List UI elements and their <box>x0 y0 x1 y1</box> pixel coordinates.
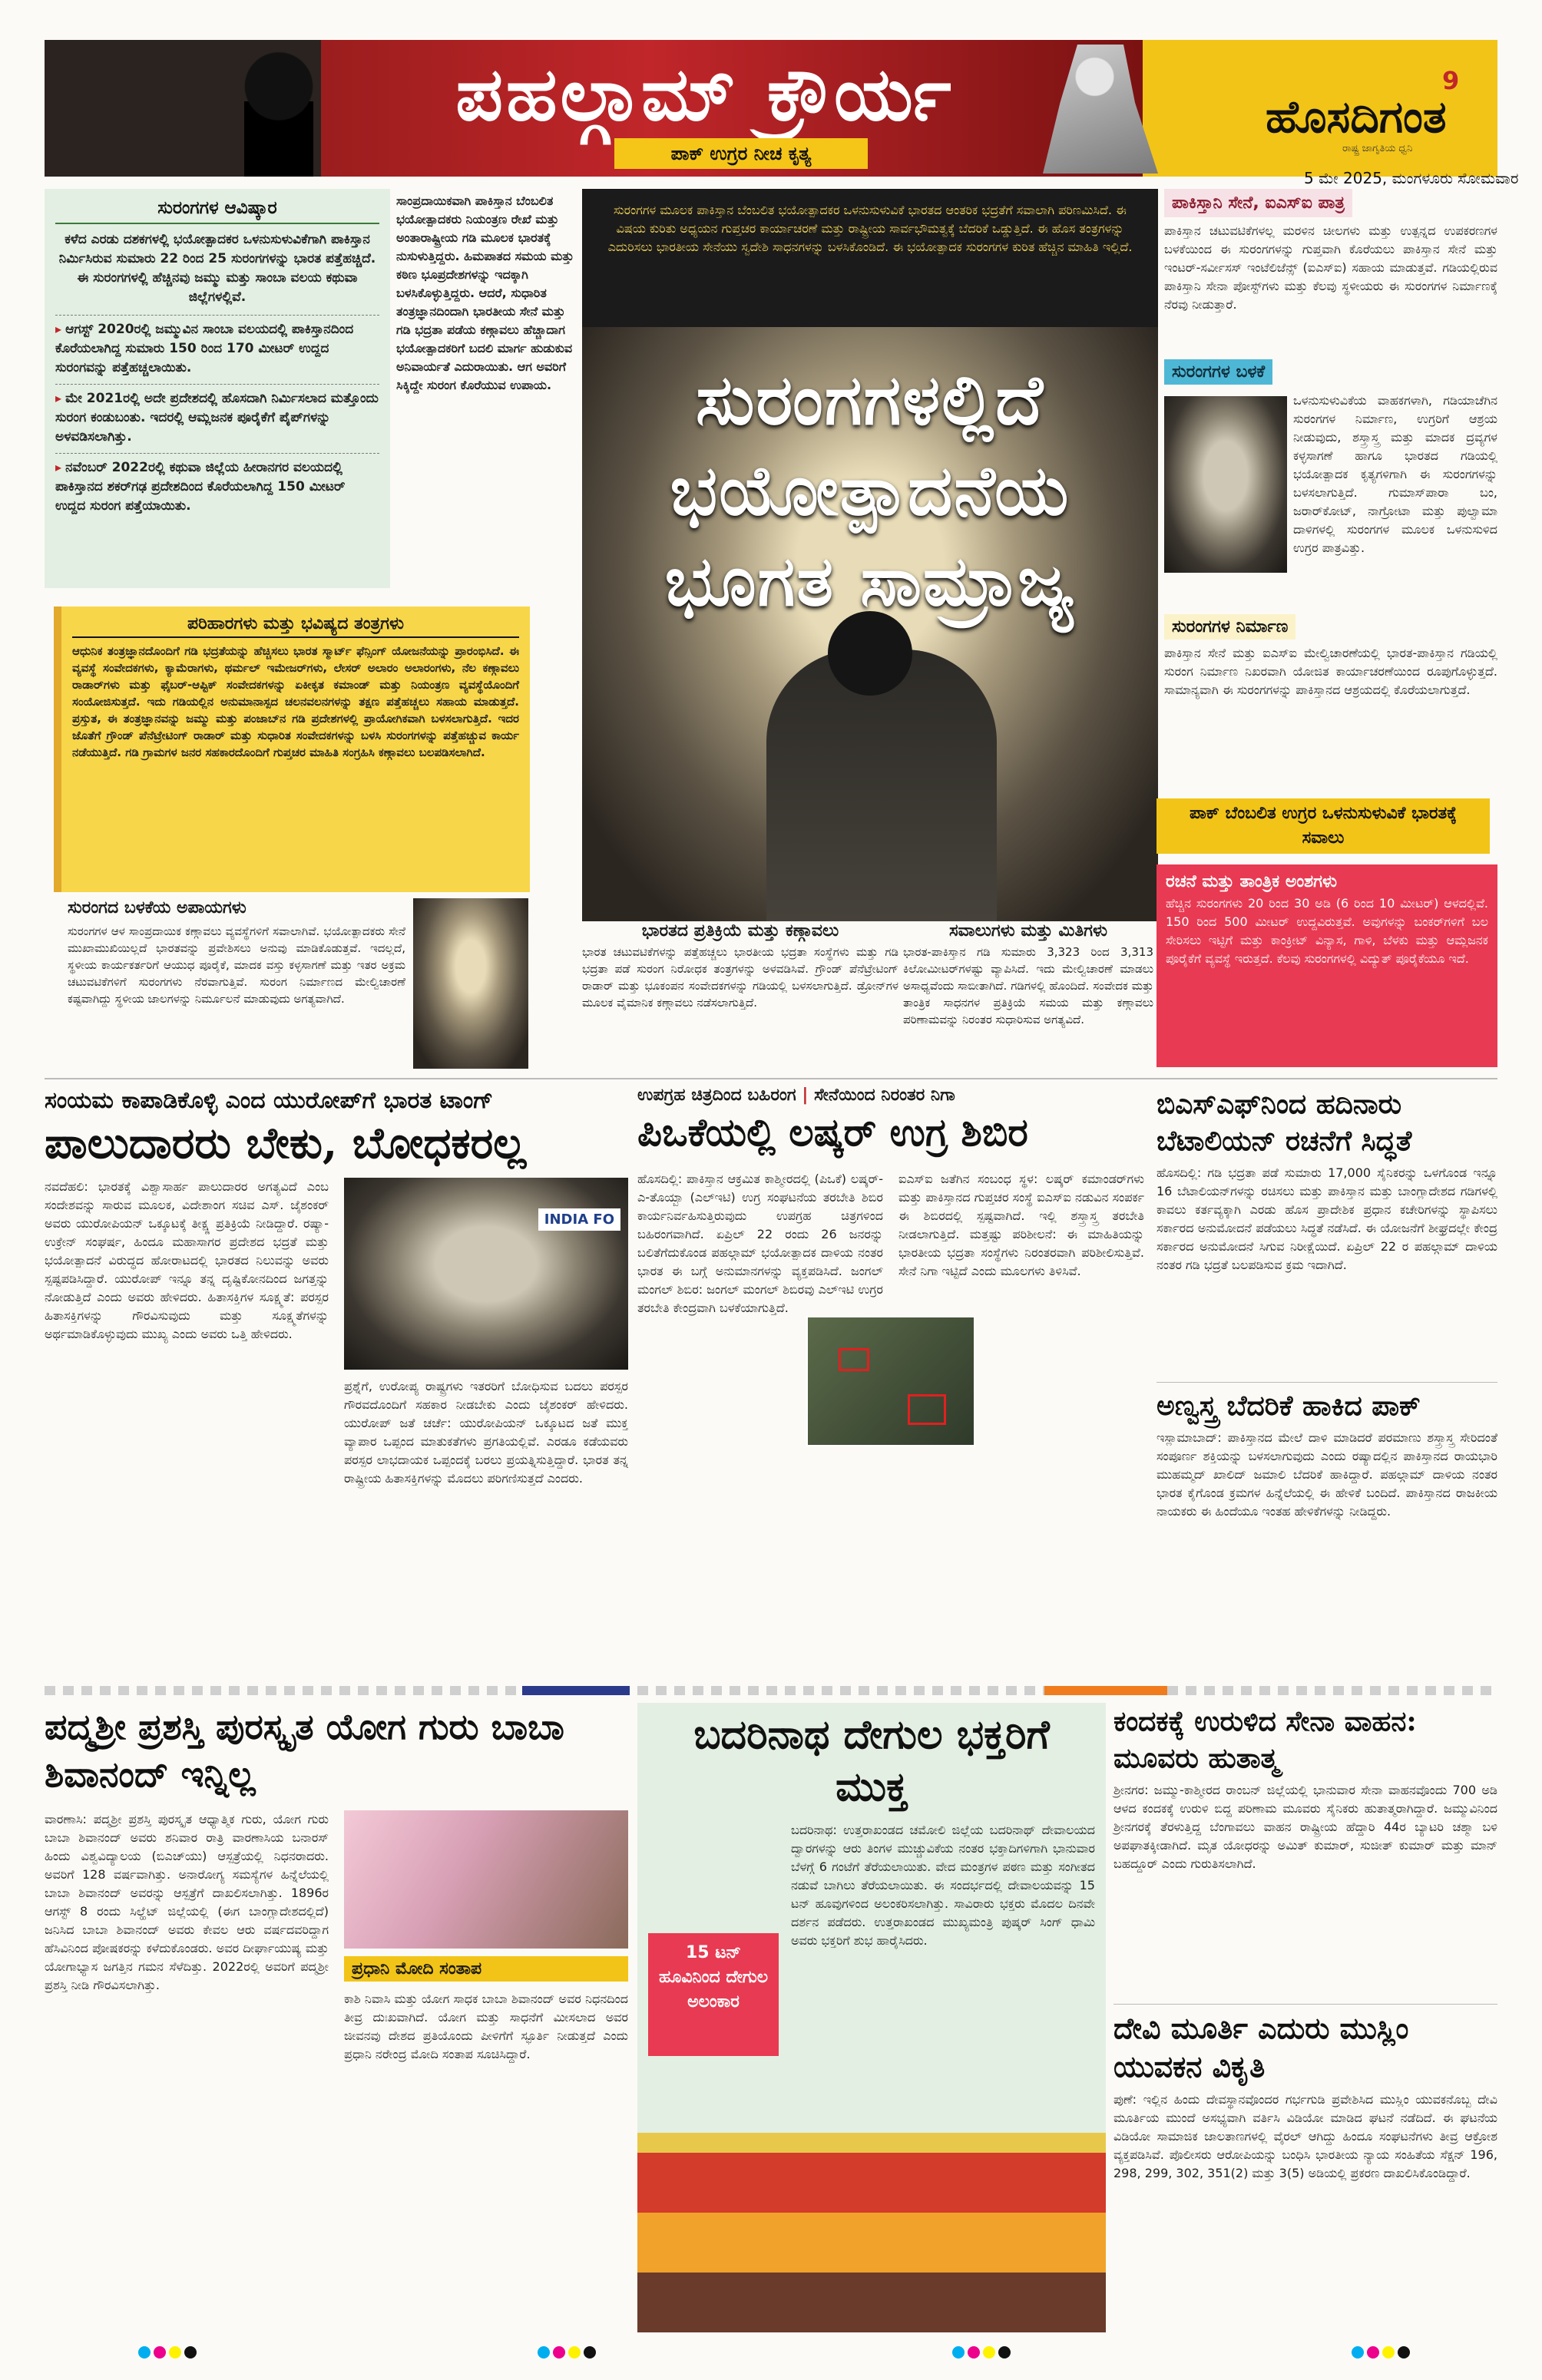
terrorist-silhouette-image <box>213 48 344 177</box>
idol-headline: ದೇವಿ ಮೂರ್ತಿ ಎದುರು ಮುಸ್ಲಿಂ ಯುವಕನ ವಿಕೃತಿ <box>1113 2011 1409 2084</box>
tunnel-use-section <box>1164 359 1497 607</box>
map-marker <box>839 1348 869 1371</box>
issue-date: 5 ಮೇ 2025, ಮಂಗಳೂರು <box>1304 169 1453 187</box>
tunnel-interior-photo <box>413 898 528 1069</box>
structure-section <box>1156 864 1497 1067</box>
dangers-heading: ಸುರಂಗದ ಬಳಕೆಯ ಅಪಾಯಗಳು <box>68 898 247 917</box>
headline-line-2: ಭಯೋತ್ಪಾದನೆಯ <box>670 450 1070 531</box>
section-stripe-accent <box>1044 1686 1167 1695</box>
print-registration-marks <box>538 2346 599 2362</box>
discovery-bullet-text: ಮೇ 2021ರಲ್ಲಿ ಅದೇ ಪ್ರದೇಶದಲ್ಲಿ ಹೊಸದಾಗಿ ನಿರ್ಮಿಸಲಾದ ಮತ್ತೊಂದು ಸುರಂಗ ಕಂಡುಬಂತು. ಇದರಲ್ಲಿ ಆಮ್ಲಜನಕ ಪೂರೈಕೆಗೆ ಪೈಪ್‌ಗಳನ್ನು ಅಳವಡಿಸಲಾಗಿತ್ತು. <box>55 391 379 445</box>
jaishankar-photo <box>344 1178 628 1370</box>
bsf-headline: ಬಿಎಸ್‌ಎಫ್‌ನಿಂದ ಹದಿನಾರು ಬೆಟಾಲಿಯನ್ ರಚನೆಗೆ ಸಿದ್ಧತೆ <box>1156 1088 1412 1157</box>
challenges-body: ಭಾರತ-ಪಾಕಿಸ್ತಾನ ಗಡಿ ಸುಮಾರು 3,323 ರಿಂದ 3,313 ಕಿಲೋಮೀಟರ್‌ಗಳಷ್ಟು ವ್ಯಾಪಿಸಿದೆ. ಇದು ಮೇಲ್ವಿಚಾರಣೆ ಮಾಡಲು ಅಸಾಧ್ಯವೆಂದು ಸಾಬೀತಾಗಿದೆ. ಗಡಿಗಳಲ್ಲಿ ಹೊಂದಿದೆ. ಸಂವೇದಕ ಮತ್ತು ತಾಂತ್ರಿಕ ಸಾಧನಗಳ ಪ್ರತಿಕ್ರಿಯೆ ಸಮಯ ಮತ್ತು ಕಣ್ಗಾವಲು ಪರಿಣಾಮವನ್ನು ನಿರಂತರ ಸುಧಾರಿಸುವ ಅಗತ್ಯವಿದೆ. <box>903 945 1153 1026</box>
arrow-icon: ▸ <box>55 391 62 405</box>
photo-caption: INDIA FO <box>538 1208 620 1231</box>
structure-body: ಹೆಚ್ಚಿನ ಸುರಂಗಗಳು 20 ರಿಂದ 30 ಅಡಿ (6 ರಿಂದ 10 ಮೀಟರ್) ಆಳದಲ್ಲಿವೆ. 150 ರಿಂದ 500 ಮೀಟರ್ ಉದ್ದವಿರುತ್ತವೆ. ಅವುಗಳನ್ನು ಬಂಕರ್‌ಗಳಿಗೆ ಬಲ ಸೇರಿಸಲು ಇಟ್ಟಿಗೆ ಮತ್ತು ಕಾಂಕ್ರೀಟ್ ವಿನ್ಯಾಸ, ಗಾಳಿ, ಬೆಳಕು ಮತ್ತು ಆಮ್ಲಜನಕ ಪೂರೈಕೆಗೆ ವ್ಯವಸ್ಥೆ ಇರುತ್ತದೆ. ಕೆಲವು ಸುರಂಗಗಳಲ್ಲಿ ವಿದ್ಯುತ್ ಪೂರೈಕೆಯೂ ಇದೆ. <box>1166 896 1488 966</box>
story-army-vehicle <box>1113 1703 1497 1995</box>
europe-kicker: ಸಂಯಮ ಕಾಪಾಡಿಕೊಳ್ಳಿ ಎಂದ ಯುರೋಪ್‌ಗೆ ಭಾರತ ಟಾಂಗ್ <box>45 1087 494 1114</box>
tunnel-use-body: ಒಳನುಸುಳುವಿಕೆಯ ವಾಹಕಗಳಾಗಿ, ಗಡಿಯಾಚೆಗಿನ ಸುರಂಗಗಳ ನಿರ್ಮಾಣ, ಉಗ್ರರಿಗೆ ಆಶ್ರಯ ನೀಡುವುದು, ಶಸ್ತ್ರಾಸ್ತ್ರ ಮತ್ತು ಮಾದಕ ದ್ರವ್ಯಗಳ ಕಳ್ಳಸಾಗಣೆ ಹಾಗೂ ಭಾರತದ ಗಡಿಯಲ್ಲಿ ಭಯೋತ್ಪಾದಕ ಕೃತ್ಯಗಳಿಗಾಗಿ ಈ ಸುರಂಗಗಳನ್ನು ಬಳಸಲಾಗುತ್ತಿದೆ. ಗುಮಾಸ್‌ಪಾರಾ ಬಂ, ಜರಾರ್‌ಕೋಟ್, ನಾಗ್ರೋಟಾ ಮತ್ತು ಪುಲ್ವಾಮಾ ದಾಳಿಗಳಲ್ಲಿ ಸುರಂಗಗಳ ಮೂಲಕ ಒಳನುಸುಳಿದ ಉಗ್ರರ ಪಾತ್ರವಿತ್ತು. <box>1293 393 1497 555</box>
construction-heading: ಸುರಂಗಗಳ ನಿರ್ಮಾಣ <box>1164 614 1295 640</box>
pak-army-body: ಪಾಕಿಸ್ತಾನ ಚಟುವಟಿಕೆಗಳಲ್ಲ ಮರಳಿನ ಚೀಲಗಳು ಮತ್ತು ಉತ್ಪನ್ನದ ಉಪಕರಣಗಳ ಬಳಕೆಯಿಂದ ಈ ಸುರಂಗಗಳನ್ನು ಗುಪ್ತವಾಗಿ ಕೊರೆಯಲು ಪಾಕಿಸ್ತಾನ ಸೇನೆ ಮತ್ತು ಇಂಟರ್-ಸರ್ವೀಸಸ್ ಇಂಟೆಲಿಜೆನ್ಸ್ (ಐಎಸ್‌ಐ) ಸಹಾಯ ಮಾಡುತ್ತವೆ. ಗಡಿಯಲ್ಲಿರುವ ಪಾಕಿಸ್ತಾನಿ ಸೇನಾ ಪೋಸ್ಟ್‌ಗಳು ಮತ್ತು ಕೆಲವು ಸ್ಥಳೀಯರು ಈ ಸುರಂಗಗಳ ನಿರ್ಮಾಣಕ್ಕೆ ನೆರವು ನೀಡುತ್ತಾರೆ. <box>1164 223 1497 312</box>
tunnel-use-heading: ಸುರಂಗಗಳ ಬಳಕೆ <box>1164 359 1272 385</box>
dangers-section <box>45 898 574 1069</box>
lashkar-kicker-2: ಸೇನೆಯಿಂದ ನಿರಂತರ ನಿಗಾ <box>814 1086 955 1105</box>
nuclear-body: ಇಸ್ಲಾಮಾಬಾದ್: ಪಾಕಿಸ್ತಾನದ ಮೇಲೆ ದಾಳಿ ಮಾಡಿದರೆ ಪರಮಾಣು ಶಸ್ತ್ರಾಸ್ತ್ರ ಸೇರಿದಂತೆ ಸಂಪೂರ್ಣ ಶಕ್ತಿಯನ್ನು ಬಳಸಲಾಗುವುದು ಎಂದು ರಷ್ಯಾದಲ್ಲಿನ ಪಾಕಿಸ್ತಾನದ ರಾಯಭಾರಿ ಮುಹಮ್ಮದ್ ಖಾಲಿದ್ ಜಮಾಲಿ ಬೆದರಿಕೆ ಹಾಕಿದ್ದಾರೆ. ಪಹಲ್ಗಾಮ್ ದಾಳಿಯ ನಂತರ ಭಾರತ ಕೈಗೊಂಡ ಕ್ರಮಗಳ ಹಿನ್ನೆಲೆಯಲ್ಲಿ ಈ ಹೇಳಿಕೆ ಬಂದಿದೆ. ಪಾಕಿಸ್ತಾನದ ರಾಜಕೀಯ ನಾಯಕರು ಈ ಹಿಂದೆಯೂ ಇಂತಹ ಹೇಳಿಕೆಗಳನ್ನು ನೀಡಿದ್ದರು. <box>1156 1430 1497 1519</box>
lashkar-col-1: ಹೊಸದಿಲ್ಲಿ: ಪಾಕಿಸ್ತಾನ ಆಕ್ರಮಿತ ಕಾಶ್ಮೀರದಲ್ಲಿ (ಪಿಒಕೆ) ಲಷ್ಕರ್-ಎ-ತೊಯ್ಬಾ (ಎಲ್‌ಇಟಿ) ಉಗ್ರ ಸಂಘಟನೆಯ ತರಬೇತಿ ಶಿಬಿರ ಕಾರ್ಯನಿರ್ವಹಿಸುತ್ತಿರುವುದು ಉಪಗ್ರಹ ಚಿತ್ರಗಳಿಂದ ಬಹಿರಂಗವಾಗಿದೆ. ಏಪ್ರಿಲ್ 22 ರಂದು 26 ಜನರನ್ನು ಬಲಿತೆಗೆದುಕೊಂಡ ಪಹಲ್ಗಾಮ್ ಭಯೋತ್ಪಾದಕ ದಾಳಿಯ ನಂತರ ಭಾರತ ಈ ಬಗ್ಗೆ ಅನುಮಾನಗಳನ್ನು ವ್ಯಕ್ತಪಡಿಸಿದೆ. ಜಂಗಲ್ ಮಂಗಲ್ ಶಿಬಿರ: ಜಂಗಲ್ ಮಂಗಲ್ ಶಿಬಿರವು ಎಲ್‌ಇಟಿ ಉಗ್ರರ ತರಬೇತಿ ಕೇಂದ್ರವಾಗಿ ಬಳಕೆಯಾಗುತ್ತಿದೆ. <box>637 1172 883 1315</box>
army-vehicle-body: ಶ್ರೀನಗರ: ಜಮ್ಮು-ಕಾಶ್ಮೀರದ ರಾಂಬನ್ ಜಿಲ್ಲೆಯಲ್ಲಿ ಭಾನುವಾರ ಸೇನಾ ವಾಹನವೊಂದು 700 ಅಡಿ ಆಳದ ಕಂದಕಕ್ಕೆ ಉರುಳಿ ಬಿದ್ದ ಪರಿಣಾಮ ಮೂವರು ಸೈನಿಕರು ಹುತಾತ್ಮರಾಗಿದ್ದಾರೆ. ಜಮ್ಮುವಿನಿಂದ ಶ್ರೀನಗರಕ್ಕೆ ತೆರಳುತ್ತಿದ್ದ ಬೆಂಗಾವಲು ವಾಹನ ರಾಷ್ಟ್ರೀಯ ಹೆದ್ದಾರಿ 44ರ ಬ್ಯಾಟರಿ ಚಶ್ಮಾ ಬಳಿ ಅಪಘಾತಕ್ಕೀಡಾಗಿದೆ. ಮೃತ ಯೋಧರನ್ನು ಅಮಿತ್ ಕುಮಾರ್, ಸುಜೀತ್ ಕುಮಾರ್ ಮತ್ತು ಮಾನ್ ಬಹದ್ದೂರ್ ಎಂದು ಗುರುತಿಸಲಾಗಿದೆ. <box>1113 1783 1497 1871</box>
discovery-lead: ಕಳೆದ ಎರಡು ದಶಕಗಳಲ್ಲಿ ಭಯೋತ್ಪಾದಕರ ಒಳನುಸುಳುವಿಕೆಗಾಗಿ ಪಾಕಿಸ್ತಾನ ನಿರ್ಮಿಸಿರುವ ಸುಮಾರು 22 ರಿಂದ 25 ಸುರಂಗಗಳನ್ನು ಭಾರತ ಪತ್ತೆಹಚ್ಚಿದೆ. ಈ ಸುರಂಗಗಳಲ್ಲಿ ಹೆಚ್ಚಿನವು ಜಮ್ಮು ಮತ್ತು ಸಾಂಬಾ ವಲಯ ಕಥುವಾ ಜಿಲ್ಲೆಗಳಲ್ಲಿವೆ. <box>58 232 376 305</box>
story-badrinath <box>637 1703 1106 2332</box>
solutions-body: ಆಧುನಿಕ ತಂತ್ರಜ್ಞಾನದೊಂದಿಗೆ ಗಡಿ ಭದ್ರತೆಯನ್ನು ಹೆಚ್ಚಿಸಲು ಭಾರತ ಸ್ಮಾರ್ಟ್ ಫೆನ್ಸಿಂಗ್ ಯೋಜನೆಯನ್ನು ಪ್ರಾರಂಭಿಸಿದೆ. ಈ ವ್ಯವಸ್ಥೆ ಸಂವೇದಕಗಳು, ಕ್ಯಾಮೆರಾಗಳು, ಥರ್ಮಲ್ ಇಮೇಜರ್‌ಗಳು, ಲೇಸರ್ ಅಲಾರಂ ಅಲಾರಂಗಳು, ನೆಲ ಕಣ್ಗಾವಲು ರಾಡಾರ್‌ಗಳು ಮತ್ತು ಫೈಬರ್-ಆಪ್ಟಿಕ್ ಸಂವೇದಕಗಳನ್ನು ಏಕೀಕೃತ ಕಮಾಂಡ್ ಮತ್ತು ನಿಯಂತ್ರಣ ವ್ಯವಸ್ಥೆಯೊಂದಿಗೆ ಸಂಯೋಜಿಸುತ್ತದೆ. ಇದು ಗಡಿಯಲ್ಲಿನ ಅನುಮಾನಾಸ್ಪದ ಚಲನವಲನಗಳನ್ನು ತಕ್ಷಣ ಪತ್ತೆಹಚ್ಚಲು ಸಹಾಯ ಮಾಡುತ್ತದೆ. ಪ್ರಸ್ತುತ, ಈ ತಂತ್ರಜ್ಞಾನವನ್ನು ಜಮ್ಮು ಮತ್ತು ಪಂಜಾಬ್‌ನ ಗಡಿ ಪ್ರದೇಶಗಳಲ್ಲಿ ಪ್ರಾಯೋಗಿಕವಾಗಿ ಬಳಸಲಾಗುತ್ತಿದೆ. ಇದರ ಜೊತೆಗೆ ಗ್ರೌಂಡ್ ಪೆನೆಟ್ರೇಟಿಂಗ್ ರಾಡಾರ್ ಮತ್ತು ಸುಧಾರಿತ ಸಂವೇದಕಗಳನ್ನು ಬಳಸಿ ಸುರಂಗಗಳನ್ನು ಪತ್ತೆಹಚ್ಚುವ ಕಾರ್ಯ ನಡೆಯುತ್ತಿದೆ. ಗಡಿ ಗ್ರಾಮಗಳ ಜನರ ಸಹಕಾರದೊಂದಿಗೆ ಗುಪ್ತಚರ ಮಾಹಿತಿ ಸಂಗ್ರಹಿಸಿ ಕಣ್ಗಾವಲು ಬಲಪಡಿಸಲಾಗಿದೆ. <box>72 644 519 759</box>
india-response-heading: ಭಾರತದ ಪ್ರತಿಕ್ರಿಯೆ ಮತ್ತು ಕಣ್ಗಾವಲು <box>641 921 839 940</box>
discovery-side-column: ಸಾಂಪ್ರದಾಯಿಕವಾಗಿ ಪಾಕಿಸ್ತಾನ ಬೆಂಬಲಿತ ಭಯೋತ್ಪಾದಕರು ನಿಯಂತ್ರಣ ರೇಖೆ ಮತ್ತು ಅಂತಾರಾಷ್ಟ್ರೀಯ ಗಡಿ ಮೂಲಕ ಭಾರತಕ್ಕೆ ನುಸುಳುತ್ತಿದ್ದರು. ಹಿಮಪಾತದ ಸಮಯ ಮತ್ತು ಕಠಿಣ ಭೂಪ್ರದೇಶಗಳನ್ನು ಇದಕ್ಕಾಗಿ ಬಳಸಿಕೊಳ್ಳುತ್ತಿದ್ದರು. ಆದರೆ, ಸುಧಾರಿತ ತಂತ್ರಜ್ಞಾನದಿಂದಾಗಿ ಭಾರತೀಯ ಸೇನೆ ಮತ್ತು ಗಡಿ ಭದ್ರತಾ ಪಡೆಯ ಕಣ್ಗಾವಲು ಹೆಚ್ಚಾದಾಗ ಭಯೋತ್ಪಾದಕರಿಗೆ ಬದಲಿ ಮಾರ್ಗ ಹುಡುಕುವ ಅನಿವಾರ್ಯತೆ ಎದುರಾಯಿತು. ಆಗ ಅವರಿಗೆ ಸಿಕ್ಕಿದ್ದೇ ಸುರಂಗ ಕೊರೆಯುವ ಉಪಾಯ. <box>396 193 574 392</box>
europe-headline: ಪಾಲುದಾರರು ಬೇಕು, ಬೋಧಕರಲ್ಲ <box>45 1118 527 1169</box>
headline-line-1: ಸುರಂಗಗಳಲ್ಲಿದೆ <box>696 359 1044 441</box>
arrow-icon: ▸ <box>55 322 62 336</box>
discovery-heading: ಸುರಂಗಗಳ ಆವಿಷ್ಕಾರ <box>55 198 379 224</box>
india-response-section <box>582 921 898 1072</box>
discovery-panel <box>45 189 390 588</box>
row-divider <box>45 1078 1497 1079</box>
story-lashkar <box>637 1086 1144 1677</box>
europe-col-2: ಪ್ರಶ್ನೆಗೆ, ಉರೋಪ್ಯ ರಾಷ್ಟ್ರಗಳು ಇತರರಿಗೆ ಬೋಧಿಸುವ ಬದಲು ಪರಸ್ಪರ ಗೌರವದೊಂದಿಗೆ ಸಹಕಾರ ನೀಡಬೇಕು ಎಂದು ಜೈಶಂಕರ್ ಹೇಳಿದರು. ಯುರೋಪ್ ಜತೆ ಚರ್ಚೆ: ಯುರೋಪಿಯನ್ ಒಕ್ಕೂಟದ ಜತೆ ಮುಕ್ತ ವ್ಯಾಪಾರ ಒಪ್ಪಂದ ಮಾತುಕತೆಗಳು ಪ್ರಗತಿಯಲ್ಲಿವೆ. ಎರಡೂ ಕಡೆಯವರು ಪರಸ್ಪರ ಲಾಭದಾಯಕ ಒಪ್ಪಂದಕ್ಕೆ ಬರಲು ಪ್ರಯತ್ನಿಸುತ್ತಿದ್ದಾರೆ. ಭಾರತ ತನ್ನ ರಾಷ್ಟ್ರೀಯ ಹಿತಾಸಕ್ತಿಗಳನ್ನು ಮೊದಲು ಪರಿಗಣಿಸುತ್ತದೆ ಎಂದರು. <box>344 1379 628 1486</box>
flower-badge: 15 ಟನ್ ಹೂವಿನಿಂದ ದೇಗುಲ ಅಲಂಕಾರ <box>648 1933 779 2056</box>
feature-intro: ಸುರಂಗಗಳ ಮೂಲಕ ಪಾಕಿಸ್ತಾನ ಬೆಂಬಲಿತ ಭಯೋತ್ಪಾದಕರ ಒಳನುಸುಳುವಿಕೆ ಭಾರತದ ಆಂತರಿಕ ಭದ್ರತೆಗೆ ಸವಾಲಾಗಿ ಪರಿಣಮಿಸಿದೆ. ಈ ವಿಷಯ ಕುರಿತು ಅಧ್ಯಯನ ಗುಪ್ತಚರ ಕಾರ್ಯಾಚರಣೆ ಮತ್ತು ರಾಷ್ಟ್ರೀಯ ಸಾರ್ವಭೌಮತ್ವಕ್ಕೆ ಬೆದರಿಕೆ ಒಡ್ಡುತ್ತಿದೆ. ಈ ಹೊಸ ತಂತ್ರಗಳನ್ನು ಎದುರಿಸಲು ಭಾರತೀಯ ಸೇನೆಯು ಸ್ವದೇಶಿ ಸಾಧನಗಳನ್ನು ಬಳಸಿಕೊಂಡಿದೆ. ಈ ಭಯೋತ್ಪಾದಕ ಸುರಂಗಗಳ ಕುರಿತ ಹೆಚ್ಚಿನ ಮಾಹಿತಿ ಇಲ್ಲಿದೆ. <box>607 203 1133 254</box>
lashkar-headline: ಪಿಒಕೆಯಲ್ಲಿ ಲಷ್ಕರ್ ಉಗ್ರ ಶಿಬಿರ <box>637 1109 1028 1155</box>
page-number: 9 <box>1442 66 1460 95</box>
section-stripe-accent <box>522 1686 630 1695</box>
banner-subtitle: ಪಾಕ್ ಉಗ್ರರ ನೀಚ ಕೃತ್ಯ <box>614 138 868 169</box>
print-registration-marks <box>1352 2346 1413 2362</box>
lashkar-col-2: ಐಎಸ್‌ಐ ಜತೆಗಿನ ಸಂಬಂಧ ಸ್ಥಳ: ಲಷ್ಕರ್ ಕಮಾಂಡರ್‌ಗಳು ಮತ್ತು ಪಾಕಿಸ್ತಾನದ ಗುಪ್ತಚರ ಸಂಸ್ಥೆ ಐಎಸ್‌ಐ ನಡುವಿನ ಸಂಪರ್ಕ ಈ ಶಿಬಿರದಲ್ಲಿ ಸ್ಪಷ್ಟವಾಗಿದೆ. ಇಲ್ಲಿ ಶಸ್ತ್ರಾಸ್ತ್ರ ತರಬೇತಿ ನೀಡಲಾಗುತ್ತಿದೆ. ಮತ್ತಷ್ಟು ಪರಿಶೀಲನೆ: ಈ ಮಾಹಿತಿಯನ್ನು ಭಾರತೀಯ ಭದ್ರತಾ ಸಂಸ್ಥೆಗಳು ನಿರಂತರವಾಗಿ ಪರಿಶೀಲಿಸುತ್ತಿವೆ. ಸೇನೆ ನಿಗಾ ಇಟ್ಟಿದೆ ಎಂದು ಮೂಲಗಳು ತಿಳಿಸಿವೆ. <box>898 1172 1144 1278</box>
discovery-bullet-1 <box>55 315 379 378</box>
lashkar-kickers: ಉಪಗ್ರಹ ಚಿತ್ರದಿಂದ ಬಹಿರಂಗ | ಸೇನೆಯಿಂದ ನಿರಂತರ ನಿಗಾ <box>637 1086 955 1105</box>
feature-panel <box>582 189 1158 921</box>
idol-body: ಪುಣೆ: ಇಲ್ಲಿನ ಹಿಂದು ದೇವಸ್ಥಾನವೊಂದರ ಗರ್ಭಗುಡಿ ಪ್ರವೇಶಿಸಿದ ಮುಸ್ಲಿಂ ಯುವಕನೊಬ್ಬ ದೇವಿ ಮೂರ್ತಿಯ ಮುಂದೆ ಅಸಭ್ಯವಾಗಿ ವರ್ತಿಸಿ ವಿಡಿಯೋ ಮಾಡಿದ ಘಟನೆ ನಡೆದಿದೆ. ಈ ಘಟನೆಯ ವಿಡಿಯೋ ಸಾಮಾಜಿಕ ಜಾಲತಾಣಗಳಲ್ಲಿ ವೈರಲ್ ಆಗಿದ್ದು ಹಿಂದೂ ಸಂಘಟನೆಗಳು ತೀವ್ರ ಆಕ್ರೋಶ ವ್ಯಕ್ತಪಡಿಸಿವೆ. ಪೊಲೀಸರು ಆರೋಪಿಯನ್ನು ಬಂಧಿಸಿ ಭಾರತೀಯ ನ್ಯಾಯ ಸಂಹಿತೆಯ ಸೆಕ್ಷನ್ 196, 298, 299, 302, 351(2) ಮತ್ತು 3(5) ಅಡಿಯಲ್ಲಿ ಪ್ರಕರಣ ದಾಖಲಿಸಿಕೊಂಡಿದ್ದಾರೆ. <box>1113 2092 1497 2180</box>
discovery-bullet-text: ಆಗಸ್ಟ್ 2020ರಲ್ಲಿ ಜಮ್ಮುವಿನ ಸಾಂಬಾ ವಲಯದಲ್ಲಿ ಪಾಕಿಸ್ತಾನದಿಂದ ಕೊರೆಯಲಾಗಿದ್ದ ಸುಮಾರು 150 ರಿಂದ 170 ಮೀಟರ್ ಉದ್ದದ ಸುರಂಗವನ್ನು ಪತ್ತೆಹಚ್ಚಲಾಯಿತು. <box>55 322 354 375</box>
story-europe <box>45 1086 628 1677</box>
issue-day: ಸೋಮವಾರ <box>1458 169 1519 187</box>
challenges-heading: ಸವಾಲುಗಳು ಮತ್ತು ಮಿತಿಗಳು <box>949 921 1107 940</box>
feature-headline <box>582 355 1158 626</box>
discovery-bullet-text: ನವೆಂಬರ್ 2022ರಲ್ಲಿ ಕಥುವಾ ಜಿಲ್ಲೆಯ ಹೀರಾನಗರ ವಲಯದಲ್ಲಿ ಪಾಕಿಸ್ತಾನದ ಶಕರ್‌ಗಢ ಪ್ರದೇಶದಿಂದ ಕೊರೆಯಲಾಗಿದ್ದ 150 ಮೀಟರ್ ಉದ್ದದ ಸುರಂಗ ಪತ್ತೆಯಾಯಿತು. <box>55 460 346 514</box>
baba-shivanand-photo <box>344 1810 628 1949</box>
masthead-banner <box>45 40 1519 187</box>
badrinath-temple-photo <box>637 2133 1106 2332</box>
section-stripe <box>45 1686 521 1695</box>
headline-line-3: ಭೂಗತ ಸಾಮ್ರಾಜ್ಯ <box>664 540 1076 622</box>
pak-army-heading: ಪಾಕಿಸ್ತಾನಿ ಸೇನೆ, ಐಎಸ್‌ಐ ಪಾತ್ರ <box>1164 189 1352 217</box>
lashkar-kicker: ಉಪಗ್ರಹ ಚಿತ್ರದಿಂದ ಬಹಿರಂಗ <box>637 1086 796 1105</box>
story-bsf <box>1156 1086 1497 1377</box>
banner-title: ಪಹಲ್ಗಾಮ್ ಕ್ರೌರ್ಯ <box>455 51 955 137</box>
section-stripe <box>1167 1686 1497 1695</box>
dangers-body: ಸುರಂಗಗಳ ಆಳ ಸಾಂಪ್ರದಾಯಿಕ ಕಣ್ಗಾವಲು ವ್ಯವಸ್ಥೆಗಳಿಗೆ ಸವಾಲಾಗಿವೆ. ಭಯೋತ್ಪಾದಕರು ಸೇನೆ ಮುಖಾಮುಖಿಯಿಲ್ಲದೆ ಭಾರತವನ್ನು ಪ್ರವೇಶಿಸಲು ಅನುವು ಮಾಡಿಕೊಡುತ್ತವೆ. ಇದಲ್ಲದೆ, ಸ್ಥಳೀಯ ಕಾರ್ಯಕರ್ತರಿಗೆ ಆಯುಧ ಪೂರೈಕೆ, ಮಾದಕ ವಸ್ತು ಕಳ್ಳಸಾಗಣೆ ಮತ್ತು ಇತರ ಅಕ್ರಮ ಚಟುವಟಿಕೆಗಳಿಗೆ ಸುರಂಗಗಳು ನೆರವಾಗುತ್ತಿವೆ. ಸುರಂಗ ನಿರ್ಮಾಣದ ಮೇಲ್ವಿಚಾರಣೆ ಕಷ್ಟವಾಗಿದ್ದು ಸ್ಥಳೀಯ ಜಾಲಗಳನ್ನು ನಿರ್ಮೂಲನೆ ಮಾಡುವುದು ಅಗತ್ಯವಾಗಿದೆ. <box>68 924 405 1006</box>
story-idol <box>1113 2004 1497 2334</box>
bsf-body: ಹೊಸದಿಲ್ಲಿ: ಗಡಿ ಭದ್ರತಾ ಪಡೆ ಸುಮಾರು 17,000 ಸೈನಿಕರನ್ನು ಒಳಗೊಂಡ ಇನ್ನೂ 16 ಬೆಟಾಲಿಯನ್‌ಗಳನ್ನು ರಚಿಸಲು ಮತ್ತು ಪಾಕಿಸ್ತಾನ ಮತ್ತು ಬಾಂಗ್ಲಾದೇಶದ ಗಡಿಗಳಲ್ಲಿ ಕಾವಲು ಕರ್ತವ್ಯಕ್ಕಾಗಿ ಎರಡು ಹೊಸ ಪ್ರಾದೇಶಿಕ ಪ್ರಧಾನ ಕಚೇರಿಗಳನ್ನು ಸ್ಥಾಪಿಸಲು ಸರ್ಕಾರದ ಅನುಮೋದನೆ ಪಡೆಯಲು ಸಿದ್ಧತೆ ನಡೆಸಿದೆ. ಈ ಯೋಜನೆಗೆ ಶೀಘ್ರದಲ್ಲೇ ಕೇಂದ್ರ ಸರ್ಕಾರದ ಅನುಮೋದನೆ ಸಿಗುವ ನಿರೀಕ್ಷೆಯಿದೆ. ಏಪ್ರಿಲ್ 22 ರ ಪಹಲ್ಗಾಮ್ ದಾಳಿಯ ನಂತರ ಗಡಿ ಭದ್ರತೆ ಬಲಪಡಿಸುವ ಕ್ರಮ ಇದಾಗಿದೆ. <box>1156 1165 1497 1272</box>
challenges-section <box>903 921 1153 1072</box>
solutions-heading: ಪರಿಹಾರಗಳು ಮತ್ತು ಭವಿಷ್ಯದ ತಂತ್ರಗಳು <box>72 614 519 638</box>
india-response-body: ಭಾರತ ಚಟುವಟಿಕೆಗಳನ್ನು ಪತ್ತೆಹಚ್ಚಲು ಭಾರತೀಯ ಭದ್ರತಾ ಸಂಸ್ಥೆಗಳು ಮತ್ತು ಗಡಿ ಭದ್ರತಾ ಪಡೆ ಸುರಂಗ ನಿರೋಧಕ ತಂತ್ರಗಳನ್ನು ಅಳವಡಿಸಿವೆ. ಗ್ರೌಂಡ್ ಪೆನೆಟ್ರೇಟಿಂಗ್ ರಾಡಾರ್ ಮತ್ತು ಭೂಕಂಪನ ಸಂವೇದಕಗಳನ್ನು ಗಡಿಯಲ್ಲಿ ಬಳಸಲಾಗುತ್ತಿದೆ. ಡ್ರೋನ್‌ಗಳ ಮೂಲಕ ವೈಮಾನಿಕ ಕಣ್ಗಾವಲು ನಡೆಸಲಾಗುತ್ತಿದೆ. <box>582 945 898 1010</box>
nuclear-headline: ಅಣ್ವಸ್ತ್ರ ಬೆದರಿಕೆ ಹಾಕಿದ ಪಾಕ್ <box>1156 1390 1421 1422</box>
yoga-body: ವಾರಣಾಸಿ: ಪದ್ಮಶ್ರೀ ಪ್ರಶಸ್ತಿ ಪುರಸ್ಕೃತ ಆಧ್ಯಾತ್ಮಿಕ ಗುರು, ಯೋಗ ಗುರು ಬಾಬಾ ಶಿವಾನಂದ್ ಅವರು ಶನಿವಾರ ರಾತ್ರಿ ವಾರಣಾಸಿಯ ಬನಾರಸ್ ಹಿಂದು ವಿಶ್ವವಿದ್ಯಾಲಯ (ಬಿಎಚ್‌ಯು) ಆಸ್ಪತ್ರೆಯಲ್ಲಿ ನಿಧನರಾದರು. ಅವರಿಗೆ 128 ವರ್ಷವಾಗಿತ್ತು. ಅನಾರೋಗ್ಯ ಸಮಸ್ಯೆಗಳ ಹಿನ್ನೆಲೆಯಲ್ಲಿ ಬಾಬಾ ಶಿವಾನಂದ್ ಅವರನ್ನು ಆಸ್ಪತ್ರೆಗೆ ದಾಖಲಿಸಲಾಗಿತ್ತು. 1896ರ ಆಗಸ್ಟ್ 8 ರಂದು ಸಿಲ್ಹೆಟ್ ಜಿಲ್ಲೆಯಲ್ಲಿ (ಈಗ ಬಾಂಗ್ಲಾದೇಶದಲ್ಲಿದೆ) ಜನಿಸಿದ ಬಾಬಾ ಶಿವಾನಂದ್ ಅವರು ಕೇವಲ ಆರು ವರ್ಷದವರಿದ್ದಾಗ ಹೆಸಿವಿನಿಂದ ಪೋಷಕರನ್ನು ಕಳೆದುಕೊಂಡರು. ಅವರ ದೀರ್ಘಾಯುಷ್ಯ ಮತ್ತು ಯೋಗಾಭ್ಯಾಸ ಜಗತ್ತಿನ ಗಮನ ಸೆಳೆದಿತ್ತು. 2022ರಲ್ಲಿ ಅವರಿಗೆ ಪದ್ಮಶ್ರೀ ಪ್ರಶಸ್ತಿ ನೀಡಿ ಗೌರವಿಸಲಾಗಿತ್ತು. <box>45 1812 329 1992</box>
structure-heading: ರಚನೆ ಮತ್ತು ತಾಂತ್ರಿಕ ಅಂಶಗಳು <box>1166 872 1338 891</box>
construction-section <box>1164 614 1497 783</box>
paper-tagline: ರಾಷ್ಟ್ರ ಜಾಗೃತಿಯ ಧ್ವನಿ <box>1342 143 1413 154</box>
discovery-bullet-2 <box>55 384 379 447</box>
tunnel-inspection-photo <box>1164 396 1287 573</box>
army-vehicle-headline: ಕಂದಕಕ್ಕೆ ಉರುಳಿದ ಸೇನಾ ವಾಹನ: ಮೂವರು ಹುತಾತ್ಮ <box>1113 1705 1417 1774</box>
solutions-panel <box>54 607 530 892</box>
print-registration-marks <box>952 2346 1014 2362</box>
section-stripe <box>637 1686 1044 1695</box>
print-registration-marks <box>138 2346 200 2362</box>
badrinath-body: ಬದರಿನಾಥ: ಉತ್ತರಾಖಂಡದ ಚಮೋಲಿ ಜಿಲ್ಲೆಯ ಬದರಿನಾಥ್ ದೇವಾಲಯದ ದ್ವಾರಗಳನ್ನು ಆರು ತಿಂಗಳ ಮುಚ್ಚುವಿಕೆಯ ನಂತರ ಭಕ್ತಾದಿಗಳಿಗಾಗಿ ಭಾನುವಾರ ಬೆಳಗ್ಗೆ 6 ಗಂಟೆಗೆ ತೆರೆಯಲಾಯಿತು. ವೇದ ಮಂತ್ರಗಳ ಪಠಣ ಮತ್ತು ಸಂಗೀತದ ನಡುವೆ ಬಾಗಿಲು ತೆರೆಯಲಾಯಿತು. ಈ ಸಂದರ್ಭದಲ್ಲಿ ದೇವಾಲಯವನ್ನು 15 ಟನ್ ಹೂವುಗಳಿಂದ ಅಲಂಕರಿಸಲಾಗಿತ್ತು. ಸಾವಿರಾರು ಭಕ್ತರು ಮೊದಲ ದಿನವೇ ದರ್ಶನ ಪಡೆದರು. ಉತ್ತರಾಖಂಡದ ಮುಖ್ಯಮಂತ್ರಿ ಪುಷ್ಕರ್ ಸಿಂಗ್ ಧಾಮಿ ಅವರು ಭಕ್ತರಿಗೆ ಶುಭ ಹಾರೈಸಿದರು. <box>791 1823 1095 1948</box>
story-yoga <box>45 1703 628 2332</box>
badrinath-headline: ಬದರಿನಾಥ ದೇಗುಲ ಭಕ್ತರಿಗೆ ಮುಕ್ತ <box>693 1711 1050 1810</box>
europe-col-1: ನವದೆಹಲಿ: ಭಾರತಕ್ಕೆ ವಿಶ್ವಾಸಾರ್ಹ ಪಾಲುದಾರರ ಅಗತ್ಯವಿದೆ ಎಂಬ ಸಂದೇಶವನ್ನು ಸಾರುವ ಮೂಲಕ, ವಿದೇಶಾಂಗ ಸಚಿವ ಎಸ್. ಜೈಶಂಕರ್ ಅವರು ಯುರೋಪಿಯನ್ ಒಕ್ಕೂಟಕ್ಕೆ ತೀಕ್ಷ್ಣ ಪ್ರತಿಕ್ರಿಯೆ ನೀಡಿದ್ದಾರೆ. ರಷ್ಯಾ-ಉಕ್ರೇನ್ ಸಂಘರ್ಷ, ಹಿಂದೂ ಮಹಾಸಾಗರ ಪ್ರದೇಶದ ಭದ್ರತೆ ಮತ್ತು ಭಯೋತ್ಪಾದನೆ ವಿರುದ್ಧದ ಹೋರಾಟದಲ್ಲಿ ಭಾರತದ ನಿಲುವನ್ನು ಅವರು ಸ್ಪಷ್ಟಪಡಿಸಿದ್ದಾರೆ. ಯುರೋಪ್ ಇನ್ನೂ ತನ್ನ ದೃಷ್ಟಿಕೋನದಿಂದ ಜಗತ್ತನ್ನು ನೋಡುತ್ತಿದೆ ಎಂದು ಅವರು ಹೇಳಿದರು. ಹಿತಾಸಕ್ತಿಗಳ ಸೂಕ್ಷ್ಮತೆ: ಪರಸ್ಪರ ಹಿತಾಸಕ್ತಿಗಳನ್ನು ಗೌರವಿಸುವುದು ಮತ್ತು ಸೂಕ್ಷ್ಮತೆಗಳನ್ನು ಅರ್ಥಮಾಡಿಕೊಳ್ಳುವುದು ಮುಖ್ಯ ಎಂದು ಅವರು ಒತ್ತಿ ಹೇಳಿದರು. <box>45 1179 329 1341</box>
construction-body: ಪಾಕಿಸ್ತಾನ ಸೇನೆ ಮತ್ತು ಐಎಸ್‌ಐ ಮೇಲ್ವಿಚಾರಣೆಯಲ್ಲಿ ಭಾರತ-ಪಾಕಿಸ್ತಾನ ಗಡಿಯಲ್ಲಿ ಸುರಂಗ ನಿರ್ಮಾಣ ನಿಖರವಾಗಿ ಯೋಜಿತ ಕಾರ್ಯಾಚರಣೆಯಿಂದ ರೂಪುಗೊಳ್ಳುತ್ತದೆ. ಸಾಮಾನ್ಯವಾಗಿ ಈ ಸುರಂಗಗಳನ್ನು ಪಾಕಿಸ್ತಾನದ ಆಶ್ರಯದಲ್ಲಿ ಕೊರೆಯಲಾಗುತ್ತದೆ. <box>1164 646 1497 697</box>
yoga-headline: ಪದ್ಮಶ್ರೀ ಪ್ರಶಸ್ತಿ ಪುರಸ್ಕೃತ ಯೋಗ ಗುರು ಬಾಬಾ ಶಿವಾನಂದ್ ಇನ್ನಿಲ್ಲ <box>45 1706 564 1795</box>
pak-army-section <box>1164 189 1497 355</box>
arrow-icon: ▸ <box>55 460 62 474</box>
discovery-bullet-3 <box>55 453 379 516</box>
modi-condolence-body: ಕಾಶಿ ನಿವಾಸಿ ಮತ್ತು ಯೋಗ ಸಾಧಕ ಬಾಬಾ ಶಿವಾನಂದ್ ಅವರ ನಿಧನದಿಂದ ತೀವ್ರ ದುಃಖವಾಗಿದೆ. ಯೋಗ ಮತ್ತು ಸಾಧನೆಗೆ ಮೀಸಲಾದ ಅವರ ಜೀವನವು ದೇಶದ ಪ್ರತಿಯೊಂದು ಪೀಳಿಗೆಗೆ ಸ್ಫೂರ್ತಿ ನೀಡುತ್ತದೆ ಎಂದು ಪ್ರಧಾನಿ ನರೇಂದ್ರ ಮೋದಿ ಸಂತಾಪ ಸೂಚಿಸಿದ್ದಾರೆ. <box>344 1992 628 2061</box>
paper-logo: ಹೊಸದಿಗಂತ <box>1266 91 1447 143</box>
story-nuclear <box>1156 1382 1497 1677</box>
modi-condolence-heading: ಪ್ರಧಾನಿ ಮೋದಿ ಸಂತಾಪ <box>344 1956 628 1982</box>
pak-backed-callout: ಪಾಕ್ ಬೆಂಬಲಿತ ಉಗ್ರರ ಒಳನುಸುಳುವಿಕೆ ಭಾರತಕ್ಕೆ ಸವಾಲು <box>1156 798 1490 854</box>
